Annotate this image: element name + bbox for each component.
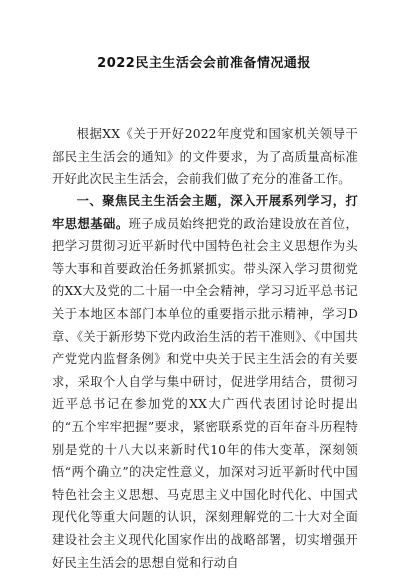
- section-1-paragraph: [52, 190, 358, 574]
- document-title: 2022民主生活会会前准备情况通报: [97, 56, 311, 71]
- intro-paragraph: 根据XX《关于开好2022年度党和国家机关领导干部民主生活会的通知》的文件要求，为了高质量高标准开好此次民主生活会，会前我们做了充分的准备工作。: [52, 127, 358, 187]
- section-1-body: 班子成员始终把党的政治建设放在首位，把学习贯彻习近平新时代中国特色社会主义思想作为头等大事和首要政治任务抓紧抓实。带头深入学习贯彻党的XX大及党的二十届一中全会精神，学习习近平总书记关于本地区本部门本单位的重要指示批示精神，学习D章、《关于新形势下党内政治生活的若干准则》、《中国共产党党内监督条例》和党中央关于民主生活会的有关要求，采取个人自学与集中研讨，促进学用结合，贯彻习近平总书记在参加党的XX大广西代表团讨论时提出的“五个牢牢把握”要求，紧密联系党的百年奋斗历程特别是党的十八大以来新时代10年的伟大变革，深刻领悟“两个确立”的决定性意义，加深对习近平新时代中国特色社会主义思想、马克思主义中国化时代化、中国式现代化等重大问题的认识，深刻理解党的二十大对全面建设社会主义现代化国家作出的战略部署，切实增强开好民主生活会的思想自觉和行动自: [52, 216, 358, 570]
- section-1-heading: 一、聚焦民主生活会主题，深入开展系列学习，打牢思想基础。: [52, 194, 358, 231]
